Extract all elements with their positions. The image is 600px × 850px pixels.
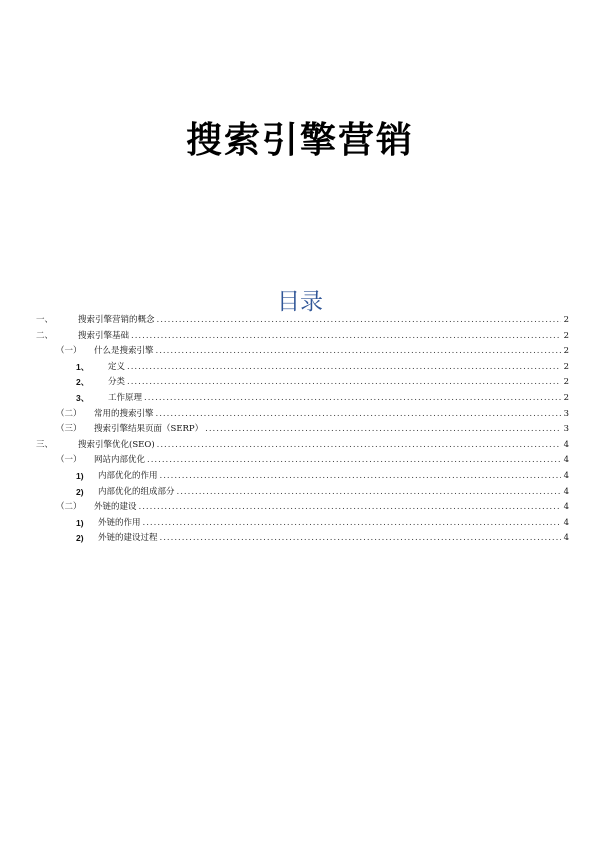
toc-leader-dots [139, 500, 561, 516]
toc-entry[interactable] [36, 453, 569, 469]
toc-entry-number: 1) [76, 470, 84, 481]
toc-leader-dots [144, 391, 561, 407]
toc-leader-dots [160, 469, 561, 485]
toc-entry-title: 工作原理 [108, 392, 143, 403]
toc-entry-title: 内部优化的组成部分 [98, 486, 175, 497]
toc-entry[interactable] [36, 438, 569, 454]
toc-entry-title: 搜索引擎结果页面（SERP） [94, 424, 204, 435]
toc-entry[interactable] [36, 360, 569, 376]
toc-leader-dots [177, 485, 561, 501]
toc-entry[interactable] [36, 422, 569, 438]
toc-entry[interactable] [36, 329, 569, 345]
toc-entry-title: 外链的建设 [94, 502, 137, 513]
toc-leader-dots [156, 344, 561, 360]
toc-leader-dots [131, 329, 561, 345]
toc-entry-number: 二、 [36, 330, 54, 341]
toc-entry-number: （三） [56, 424, 82, 435]
toc-entry-number: 2) [76, 533, 84, 544]
toc-leader-dots [160, 531, 561, 547]
toc-entry-page: 2 [563, 361, 569, 372]
toc-entry-page: 4 [563, 470, 569, 481]
toc-entry-title: 网站内部优化 [94, 455, 146, 466]
toc-entry[interactable] [36, 485, 569, 501]
toc-entry[interactable] [36, 391, 569, 407]
toc-entry-page: 4 [563, 455, 569, 466]
toc-entry[interactable] [36, 313, 569, 329]
toc-entry[interactable] [36, 531, 569, 547]
toc-entry-number: （一） [56, 346, 82, 357]
toc-entry-page: 2 [563, 392, 569, 403]
toc-heading: 目录 [277, 289, 323, 315]
toc-entry-page: 2 [563, 346, 569, 357]
toc-leader-dots [147, 453, 561, 469]
toc-entry-number: 2、 [76, 377, 90, 388]
toc-entry-title: 外链的建设过程 [98, 533, 158, 544]
toc-entry[interactable] [36, 469, 569, 485]
toc-entry-title: 分类 [108, 377, 126, 388]
toc-entry[interactable] [36, 375, 569, 391]
toc-entry[interactable] [36, 407, 569, 423]
toc-entry-page: 2 [563, 330, 569, 341]
toc-entry-title: 搜索引擎基础 [78, 330, 130, 341]
toc-leader-dots [156, 407, 561, 423]
toc-entry-title: 外链的作用 [98, 517, 141, 528]
toc-entry[interactable] [36, 344, 569, 360]
toc-entry-page: 4 [563, 502, 569, 513]
toc-entry[interactable] [36, 516, 569, 532]
toc-entry-title: 搜索引擎营销的概念 [78, 315, 155, 325]
toc-entry-number: 1) [76, 517, 84, 528]
toc-entry-number: 一、 [36, 315, 54, 325]
toc-leader-dots [157, 313, 561, 329]
toc-entry-title: 搜索引擎优化(SEO) [78, 439, 155, 450]
toc-entry-number: （一） [56, 455, 82, 466]
toc-leader-dots [157, 438, 561, 454]
toc-entry[interactable] [36, 500, 569, 516]
toc-entry-number: （二） [56, 408, 82, 419]
toc-entry-title: 定义 [108, 361, 126, 372]
toc-entry-page: 3 [563, 424, 569, 435]
toc-entry-page: 2 [563, 315, 569, 325]
toc-entry-number: 3、 [76, 392, 90, 403]
toc-leader-dots [143, 516, 561, 532]
toc-entry-title: 什么是搜索引擎 [94, 346, 154, 357]
toc-entry-number: 1、 [76, 361, 90, 372]
toc-leader-dots [127, 375, 561, 391]
toc-entry-page: 3 [563, 408, 569, 419]
toc-entry-title: 内部优化的作用 [98, 470, 158, 481]
toc-entry-page: 2 [563, 377, 569, 388]
toc-entry-page: 4 [563, 439, 569, 450]
toc-entry-number: 2) [76, 486, 84, 497]
toc-entry-page: 4 [563, 486, 569, 497]
toc-entry-number: （二） [56, 502, 82, 513]
toc-entry-page: 4 [563, 517, 569, 528]
toc-leader-dots [127, 360, 561, 376]
toc-entry-title: 常用的搜索引擎 [94, 408, 154, 419]
toc-entry-page: 4 [563, 533, 569, 544]
table-of-contents [36, 313, 569, 547]
toc-leader-dots [205, 422, 561, 438]
toc-entry-number: 三、 [36, 439, 54, 450]
document-title: 搜索引擎营销 [185, 120, 414, 161]
